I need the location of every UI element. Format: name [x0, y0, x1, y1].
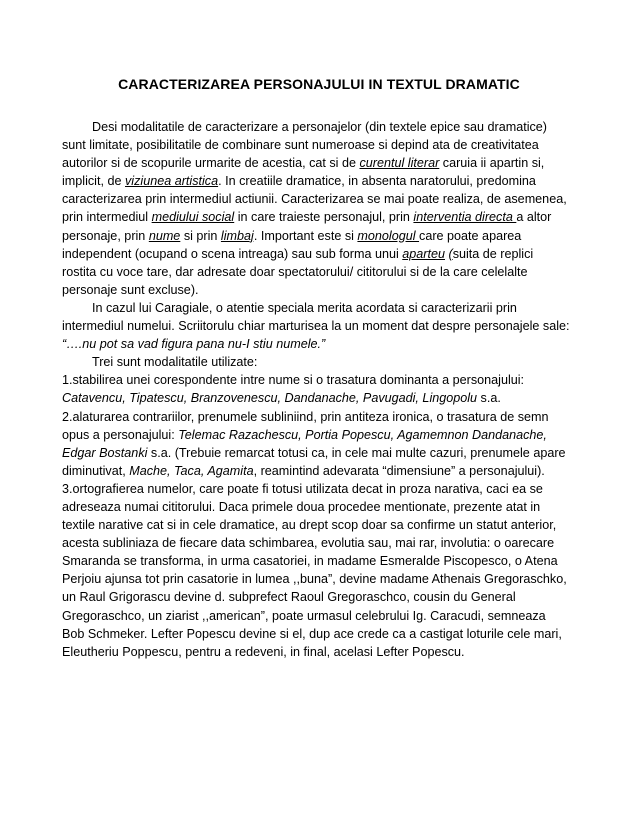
text-run: . Important este si: [253, 228, 358, 243]
paragraph-intro: [62, 118, 570, 299]
text-run: s.a.: [477, 391, 501, 406]
text-run: , reamintind adevarata “dimensiune” a personajului).: [253, 463, 545, 478]
text-run: . In creatiile dramatice, in absenta naratorului, predomina caracterizarea prin intermediul actiunii. Caracterizarea se mai poate realiza, de asemenea, prin intermediul: [62, 174, 567, 225]
text-run: Desi modalitatile de caracterizare a personajelor (din textele epice sau dramatice) sunt limitate, posibilitatile de combinare sunt numeroase si depind ata de creativitatea autorilor si de scopurile urmarite de acestia, cat si de: [62, 120, 547, 171]
text-run: 1.stabilirea unei corespondente intre nume si o trasatura dominanta a personajului:: [62, 373, 525, 388]
underlined-term-mediului-social: mediului social: [151, 210, 235, 225]
list-item-1: [62, 371, 570, 407]
text-run: 2.alaturarea contrariilor, prenumele subliniind, prin antiteza ironica, o trasatura de semn opus a personajului:: [62, 409, 549, 442]
underlined-term-curentul-literar: curentul literar: [359, 156, 440, 171]
text-run: s.a. (Trebuie remarcat totusi ca, in cele mai multe cazuri, prenumele apare diminutivat,: [62, 445, 566, 478]
text-run: In cazul lui Caragiale, o atentie speciala merita acordata si caracterizarii prin intermediul numelui. Scriitorulu chiar marturisea la un moment dat despre personajele sale:: [62, 300, 570, 334]
italic-diminutives: Mache, Taca, Agamita: [129, 463, 254, 478]
document-title: CARACTERIZAREA PERSONAJULUI IN TEXTUL DRAMATIC: [118, 76, 520, 92]
paragraph-caragiale: [62, 299, 570, 353]
italic-names: Catavencu, Tipatescu, Branzovenescu, Dandanache, Pavugadi, Lingopolu: [62, 391, 478, 406]
underlined-term-aparteu: aparteu: [402, 246, 445, 261]
text-run: si prin: [180, 228, 221, 243]
underlined-term-interventia-directa: interventia directa: [413, 210, 517, 225]
underlined-term-viziunea-artistica: viziunea artistica: [125, 174, 219, 189]
text-run: in care traieste personajul, prin: [234, 210, 414, 225]
text-run: care poate aparea independent (ocupand o scena intreaga) sau sub forma unui: [62, 228, 522, 261]
text-run: caruia ii apartin si, implicit, de: [62, 156, 545, 189]
text-run: suita de replici rostita cu voce tare, dar adresate doar spectatorului/ cititorului si de la care celelalte personaje sunt excluse).: [62, 246, 534, 297]
underlined-term-nume: nume: [148, 228, 181, 243]
italic-names: Telemac Razachescu, Portia Popescu, Agamemnon Dandanache, Edgar Bostanki: [62, 427, 547, 460]
paragraph-modalities-intro: Trei sunt modalitatile utilizate:: [92, 355, 258, 370]
underlined-term-limbaj: limbaj: [220, 228, 254, 243]
list-item-3: 3.ortografierea numelor, care poate fi totusi utilizata decat in proza narativa, caci ea se adreseaza numai cititorului. Daca primele doua procedee mentionate, prezente atat in textile narative cat si in cele dramatice, au drept scop doar sa confirme un statut anterior, acesta subliniaza de fiecare data schimbarea, evolutia sau, mai rar, involutia: o oarecare Smaranda se transforma, in urma casatoriei, in madame Esmeralde Piscopesco, o Atena Perjoiu ajunsa tot prin casatorie in lumea ,,buna”, devine madame Athenais Gregoraschko, un Raul Grigorascu devine d. subprefect Raoul Gregoraschco, cousin du General Gregoraschco, un ziarist ,,american”, poate urmasul celebrului Ig. Caracudi, semneaza Bob Schmeker. Lefter Popescu devine si el, dup ace crede ca a castigat loturile cele mari, Eleutheriu Poppescu, pentru a redeveni, in final, acelasi Lefter Popescu.: [62, 481, 567, 659]
underlined-term-monologul: monologul: [357, 228, 420, 243]
document-body: [62, 118, 570, 661]
text-run: a altor personaje, prin: [62, 210, 552, 243]
list-item-2: [62, 408, 570, 480]
caragiale-quote: “….nu pot sa vad figura pana nu-I stiu numele.”: [62, 337, 326, 352]
underlined-paren: (: [448, 246, 453, 261]
